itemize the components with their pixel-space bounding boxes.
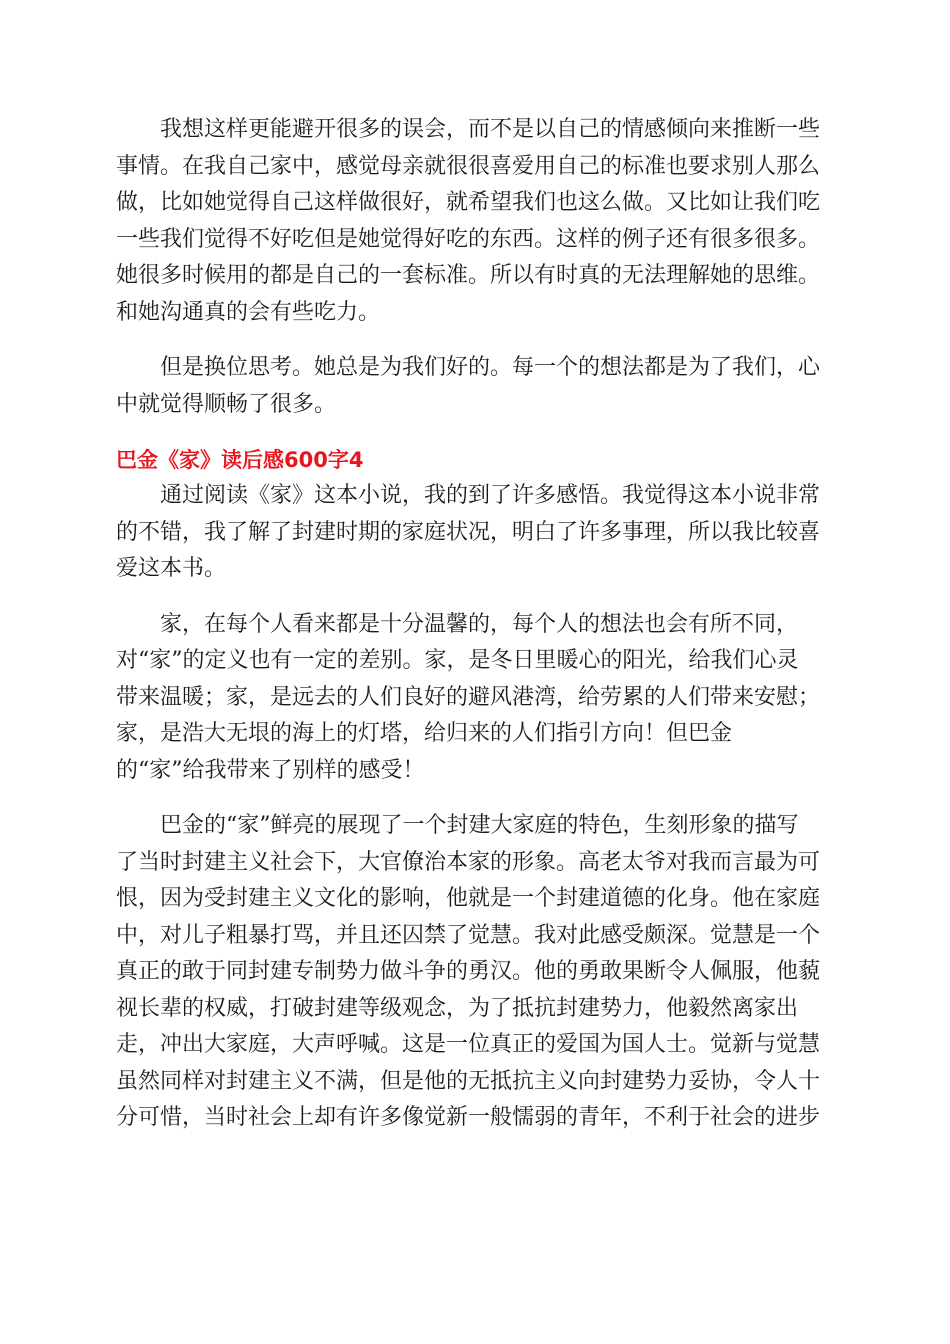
text-line: 爱这本书。 xyxy=(116,556,227,581)
text-line: 视长辈的权威，打破封建等级观念，为了抵抗封建势力，他毅然离家出 xyxy=(116,995,799,1021)
text-line: 通过阅读《家》这本小说，我的到了许多感悟。我觉得这本小说非常 xyxy=(116,483,821,508)
text-line: 分可惜，当时社会上却有许多像觉新一般懦弱的青年，不利于社会的进步 xyxy=(116,1105,821,1130)
paragraph-5 xyxy=(116,808,836,1137)
text-line: 她很多时候用的都是自己的一套标准。所以有时真的无法理解她的思维。 xyxy=(116,263,821,288)
paragraph-1 xyxy=(116,112,836,331)
text-line: 对“家”的定义也有一定的差别。家，是冬日里暖心的阳光，给我们心灵 xyxy=(116,648,799,673)
text-line: 但是换位思考。她总是为我们好的。每一个的想法都是为了我们，心 xyxy=(116,355,821,380)
document-body xyxy=(116,112,836,1137)
text-line: 带来温暖；家，是远去的人们良好的避风港湾，给劳累的人们带来安慰； xyxy=(116,684,821,710)
text-line: 中，对儿子粗暴打骂，并且还囚禁了觉慧。我对此感受颇深。觉慧是一个 xyxy=(116,922,821,948)
text-line: 和她沟通真的会有些吃力。 xyxy=(116,299,381,325)
text-line: 恨，因为受封建主义文化的影响，他就是一个封建道德的化身。他在家庭 xyxy=(116,886,821,911)
text-line: 一些我们觉得不好吃但是她觉得好吃的东西。这样的例子还有很多很多。 xyxy=(116,226,821,252)
text-line: 中就觉得顺畅了很多。 xyxy=(116,391,337,417)
text-line: 家，在每个人看来都是十分温馨的，每个人的想法也会有所不同， xyxy=(116,611,799,637)
text-line: 事情。在我自己家中，感觉母亲就很很喜爱用自己的标准也要求别人那么 xyxy=(116,153,821,179)
text-line: 我想这样更能避开很多的误会，而不是以自己的情感倾向来推断一些 xyxy=(116,117,821,142)
paragraph-3 xyxy=(116,478,836,588)
paragraph-spacer xyxy=(116,331,836,350)
paragraph-spacer xyxy=(116,588,836,607)
paragraph-spacer xyxy=(116,423,836,442)
text-line: 的不错，我了解了封建时期的家庭状况，明白了许多事理，所以我比较喜 xyxy=(116,519,821,545)
text-line: 了当时封建主义社会下，大官僚治本家的形象。高老太爷对我而言最为可 xyxy=(116,849,821,875)
text-line: 虽然同样对封建主义不满，但是他的无抵抗主义向封建势力妥协，令人十 xyxy=(116,1068,821,1094)
paragraph-4 xyxy=(116,607,836,790)
paragraph-spacer xyxy=(116,789,836,808)
paragraph-2 xyxy=(116,350,836,423)
text-line: 做，比如她觉得自己这样做很好，就希望我们也这么做。又比如让我们吃 xyxy=(116,190,821,215)
text-line: 巴金的“家”鲜亮的展现了一个封建大家庭的特色，生刻形象的描写 xyxy=(116,813,799,838)
section-heading: 巴金《家》读后感600字4 xyxy=(116,448,364,472)
text-line: 家，是浩大无垠的海上的灯塔，给归来的人们指引方向！但巴金 xyxy=(116,721,733,746)
text-line: 走，冲出大家庭，大声呼喊。这是一位真正的爱国为国人士。觉新与觉慧 xyxy=(116,1032,821,1057)
text-line: 真正的敢于同封建专制势力做斗争的勇汉。他的勇敢果断令人佩服，他藐 xyxy=(116,959,821,984)
text-line: 的“家”给我带来了别样的感受！ xyxy=(116,757,425,783)
